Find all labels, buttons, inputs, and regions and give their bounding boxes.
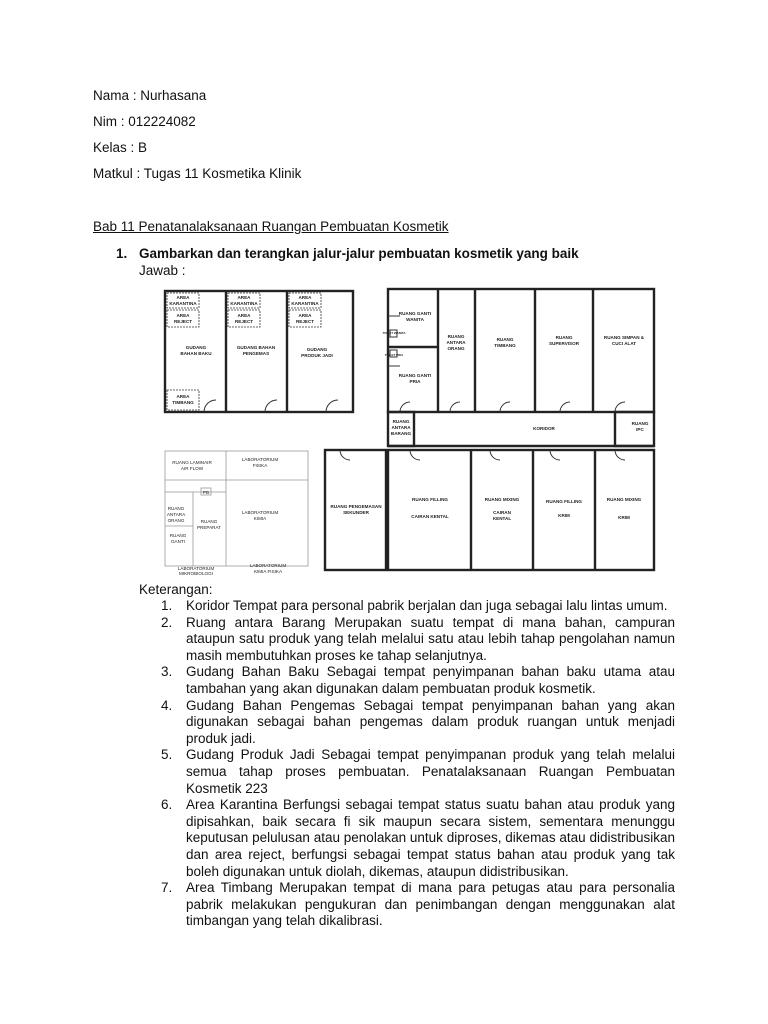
list-item-number: 1. xyxy=(161,598,173,613)
label-koridor: KORIDOR xyxy=(533,426,555,431)
label-lab-ruang-ganti: RUANG xyxy=(169,533,187,538)
chapter-title: Bab 11 Penatanalaksanaan Ruangan Pembuatan Kosmetik xyxy=(93,219,449,234)
label-gudang-produk-jadi-b: PRODUK JADI xyxy=(301,353,333,358)
label-area-karantina-2b: KARANTINA xyxy=(230,301,258,306)
label-ruang-supervisor-b: SUPERVISOR xyxy=(548,341,580,346)
list-item xyxy=(139,698,675,748)
label-ruang-ganti-pria-b: PRIA xyxy=(409,379,421,384)
list-item-text: Gudang Bahan Baku Sebagai tempat penyimpanan bahan baku utama atau tambahan yang akan digunakan dalam pembuatan produk kosmetik. xyxy=(186,664,675,696)
upper-right-block xyxy=(388,289,654,412)
label-ruang-mixing-cairan-b: CAIRAN xyxy=(493,510,511,515)
list-item-number: 4. xyxy=(161,697,173,713)
label-ruang-mixing-krim: RUANG MIXING xyxy=(606,497,642,502)
list-item xyxy=(139,797,675,880)
label-ruang-antara-orang: RUANG xyxy=(447,334,465,339)
floor-plan-diagram xyxy=(160,286,660,576)
label-ruang-pengemasan: RUANG PENGEMASAN xyxy=(330,504,382,509)
list-item xyxy=(139,747,675,797)
label-ruang-filling-cairan: RUANG FILLING xyxy=(412,497,448,502)
label-lab-kimia: LABORATORIUM xyxy=(241,510,279,515)
label-ruang-mixing-cairan: RUANG MIXING xyxy=(484,497,520,502)
label-ruang-filling-krim: RUANG FILLING xyxy=(546,499,582,504)
label-lab-antara-orang-c: ORANG xyxy=(167,518,185,523)
question-text: Gambarkan dan terangkan jalur-jalur pembuatan kosmetik yang baik xyxy=(139,246,579,261)
label-lab-kimia-b: KIMIA xyxy=(253,516,267,521)
list-item-text: Area Karantina Berfungsi sebagai tempat status suatu bahan atau produk yang dipisahkan, baik secara fi sik maupun secara sistem, sementara menunggu keputusan pelulusan atau penolakan untuk diproses, dikemas atau didistribusikan dan area reject, berfungsi sebagai tempat status bahan atau produk yang tak boleh digunakan untuk diolah, dikemas, ataupun didistribusikan. xyxy=(186,797,675,879)
list-item-number: 6. xyxy=(161,797,173,813)
label-area-reject-3b: REJECT xyxy=(295,319,315,324)
label-lab-fisika-b: FISIKA xyxy=(252,463,268,468)
label-area-reject-2b: REJECT xyxy=(234,319,254,324)
label-lab-mikrobiologi: LABORATORIUM xyxy=(177,566,215,571)
label-lab-kimia-fisika-b: KIMIA FISIKA xyxy=(253,569,283,574)
label-pb: PB xyxy=(202,490,210,495)
label-gudang-bahan-pengemas: GUDANG BAHAN xyxy=(236,345,276,350)
label-area-timbang-b: TIMBANG xyxy=(172,400,194,405)
label-area-reject-2: AREA xyxy=(237,313,251,318)
label-ruang-ganti-wanita: RUANG GANTI xyxy=(398,311,432,316)
student-name: Nama : Nurhasana xyxy=(93,88,207,103)
label-area-karantina-2: AREA xyxy=(237,295,251,300)
keterangan-label: Keterangan: xyxy=(139,582,213,597)
label-ruang-preparat-b: PREPARAT xyxy=(196,525,222,530)
label-area-karantina-1b: KARANTINA xyxy=(169,301,197,306)
label-ruang-preparat: RUANG xyxy=(200,519,218,524)
label-ruang-timbang-b: TIMBANG xyxy=(494,343,516,348)
label-area-karantina-3: AREA xyxy=(298,295,312,300)
list-item-number: 3. xyxy=(161,664,173,680)
label-gudang-bahan-baku: GUDANG xyxy=(185,345,207,350)
label-ruang-laminair-b: AIR FLOW xyxy=(180,466,204,471)
label-ruang-ipc-b: IPC xyxy=(636,427,644,432)
list-item-text: Gudang Bahan Pengemas Sebagai tempat penyimpanan bahan yang akan digunakan sebagai bahan pengemas dalam produk ruangan untuk menjadi produk jadi. xyxy=(186,697,675,746)
list-item-text: Gudang Produk Jadi Sebagai tempat penyimpanan produk yang telah melalui semua tahap proses pembuatan. Penatalaksanaan Ruangan Pembuatan Kosmetik 223 xyxy=(186,747,675,796)
list-item-text: Ruang antara Barang Merupakan suatu tempat di mana bahan, campuran ataupun satu produk yang telah melalui satu atau lebih tahap pengolahan namun masih membutuhkan proses ke tahap selanjutnya. xyxy=(186,614,675,663)
label-ruang-antara-orang-b: ANTARA xyxy=(446,340,466,345)
label-lab-fisika: LABORATORIUM xyxy=(241,457,279,462)
label-area-reject-1b: REJECT xyxy=(173,319,193,324)
label-ruang-filling-krim-b: KRIM xyxy=(558,513,570,518)
label-lab-kimia-fisika: LABORATORIUM xyxy=(249,563,287,568)
label-ruang-filling-cairan-b: CAIRAN KENTAL xyxy=(411,514,449,519)
label-ruang-antara-orang-c: ORANG xyxy=(447,346,465,351)
label-ruang-antara-barang-c: BARANG xyxy=(390,431,412,436)
label-lab-antara-orang-b: ANTARA xyxy=(166,512,186,517)
label-ruang-ganti-pria: RUANG GANTI xyxy=(398,373,432,378)
label-area-timbang: AREA xyxy=(176,394,190,399)
label-ruang-ganti-wanita-b: WANITA xyxy=(406,317,424,322)
label-ruang-ipc: RUANG xyxy=(631,421,649,426)
course-name: Matkul : Tugas 11 Kosmetika Klinik xyxy=(93,166,302,181)
student-class: Kelas : B xyxy=(93,140,148,155)
student-nim: Nim : 012224082 xyxy=(93,114,196,129)
list-item xyxy=(139,598,675,615)
list-item-number: 7. xyxy=(161,880,173,896)
label-ruang-simpan-b: CUCI ALAT xyxy=(611,341,637,346)
label-area-karantina-3b: KARANTINA xyxy=(291,301,319,306)
label-lab-mikrobiologi-b: MIKROBIOLOGI xyxy=(179,571,213,576)
label-ruang-simpan: RUANG SIMPAN & xyxy=(603,335,645,340)
label-ruang-pengemasan-b: SEKUNDER xyxy=(343,510,369,515)
label-gudang-bahan-pengemas-b: PENGEMAS xyxy=(242,351,270,356)
label-toilet-wanita: TOILET WANITA xyxy=(382,331,406,335)
label-ruang-timbang: RUANG xyxy=(496,337,514,342)
production-block xyxy=(325,450,654,570)
label-ruang-mixing-cairan-c: KENTAL xyxy=(492,516,512,521)
list-item xyxy=(139,615,675,665)
answer-label: Jawab : xyxy=(139,263,186,278)
label-lab-ruang-ganti-b: GANTI xyxy=(170,539,186,544)
list-item xyxy=(139,880,675,930)
list-item-number: 2. xyxy=(161,614,173,630)
list-item-text: Area Timbang Merupakan tempat di mana para petugas atau para personalia pabrik melakukan pengukuran dan penimbangan dengan menggunakan alat timbangan yang telah dikalibrasi. xyxy=(186,880,675,929)
label-area-karantina-1: AREA xyxy=(176,295,190,300)
keterangan-list xyxy=(139,598,675,930)
label-gudang-produk-jadi: GUDANG xyxy=(306,347,328,352)
label-ruang-supervisor: RUANG xyxy=(555,335,573,340)
label-area-reject-1: AREA xyxy=(176,313,190,318)
label-lab-antara-orang: RUANG xyxy=(167,506,185,511)
question-number: 1. xyxy=(116,246,128,261)
label-ruang-antara-barang: RUANG xyxy=(392,419,410,424)
label-ruang-laminair: RUANG LAMINAIR xyxy=(172,460,212,465)
label-toilet-pria: TOILET PRIA xyxy=(384,353,404,357)
label-gudang-bahan-baku-b: BAHAN BAKU xyxy=(180,351,212,356)
list-item-number: 5. xyxy=(161,747,173,763)
list-item-text: Koridor Tempat para personal pabrik berjalan dan juga sebagai lalu lintas umum. xyxy=(186,598,668,613)
label-area-reject-3: AREA xyxy=(298,313,312,318)
label-ruang-mixing-krim-b: KRIM xyxy=(618,515,630,520)
label-ruang-antara-barang-b: ANTARA xyxy=(391,425,411,430)
corridor xyxy=(388,412,654,446)
list-item xyxy=(139,664,675,697)
